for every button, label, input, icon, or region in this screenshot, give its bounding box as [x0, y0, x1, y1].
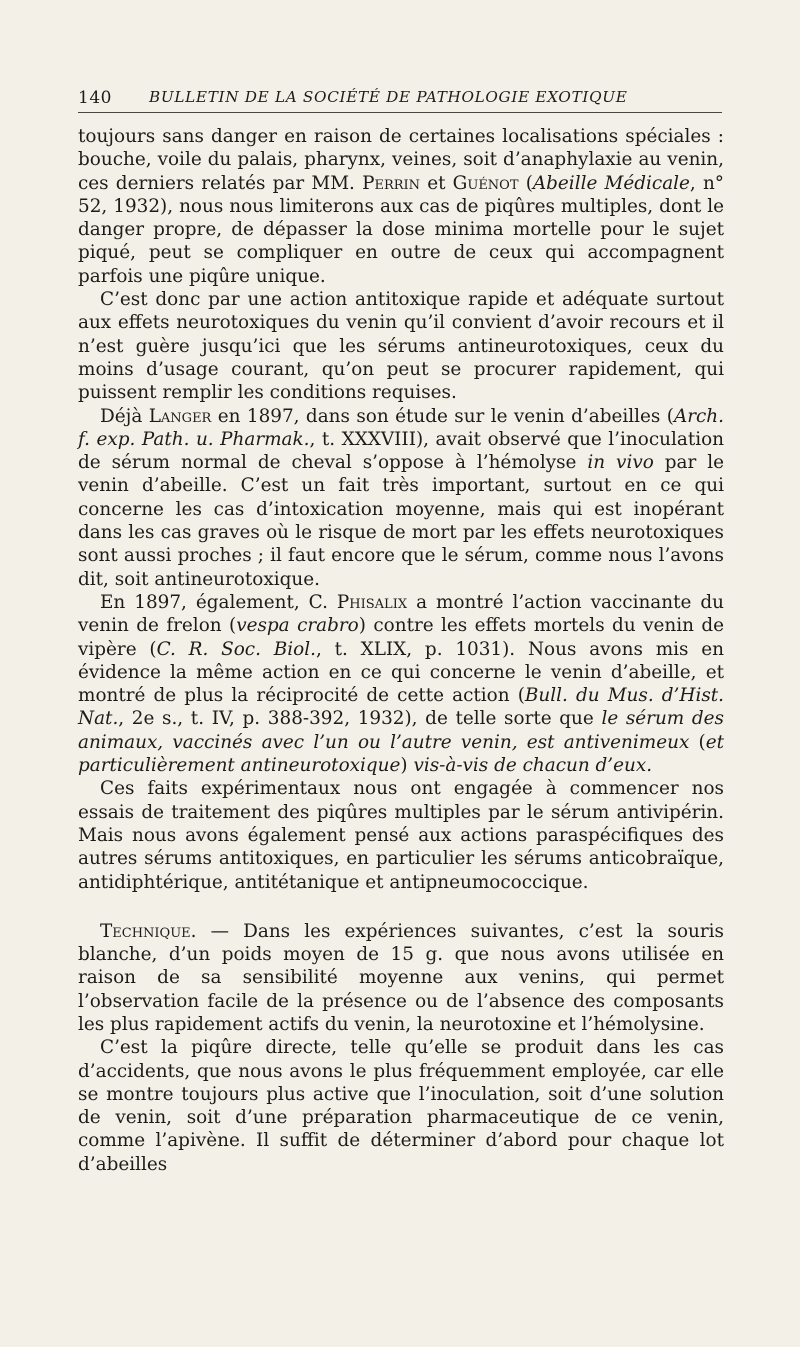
text-run: ) contre les effets mortels du venin de vipère (: [78, 615, 724, 660]
body-text: [78, 125, 724, 1176]
text-run: ): [400, 755, 414, 777]
emphasis-text: et particulièrement antineurotoxique: [78, 731, 724, 777]
text-run: , t. XXXVIII), avait observé que l’inoculation de sérum normal de cheval s’oppose à l’hémolyse: [78, 428, 725, 474]
running-title: BULLETIN DE LA SOCIÉTÉ DE PATHOLOGIE EXOTIQUE: [149, 88, 628, 106]
author-name: Perrin: [362, 172, 421, 194]
text-run: , t. XLIX, p. 1031). Nous avons mis en évidence la même action en ce qui concerne le venin d’abeille, et montré de plus la réciprocité de cette action (: [78, 638, 724, 707]
paragraph-7: C’est la piqûre directe, telle qu’elle se produit dans les cas d’accidents, que nous avons le plus fréquemment employée, car elle se montre toujours plus active que l’inoculation, soit d’une solution de venin, soit d’une préparation pharmaceutique de ce venin, comme l’apivène. Il suffit de déterminer d’abord pour chaque lot d’abeilles: [78, 1037, 724, 1175]
text-run: En 1897, également, C.: [100, 591, 337, 613]
journal-title: Arch. f. exp. Path. u. Pharmak.: [78, 405, 724, 450]
paragraph-4: [78, 591, 724, 777]
latin-term: in vivo: [587, 452, 654, 474]
text-run: — Dans les expériences suivantes, c’est la souris blanche, d’un poids moyen de 15 g. que nous avons utilisée en raison de sa sensibilité moyenne aux venins, qui permet l’observation facile de la présence ou de l’absence des composants les plus rapidement actifs du venin, la neurotoxine et l’hémolysine.: [78, 920, 724, 1035]
journal-title: Abeille Médicale: [532, 172, 690, 194]
text-run: , 2e s., t. IV, p. 388-392, 1932), de telle sorte que: [118, 708, 602, 730]
page-number: 140: [78, 88, 112, 108]
paragraph-5: Ces faits expérimentaux nous ont engagée à commencer nos essais de traitement des piqûres multiples par le sérum antivipérin. Mais nous avons également pensé aux actions paraspécifiques des autres sérums antitoxiques, en particulier les sérums anticobraïque, antidiphtérique, antitétanique et antipneumococcique.: [78, 778, 724, 893]
text-run: , n° 52, 1932), nous nous limiterons aux cas de piqûres multiples, dont le danger propre, de dépasser la dose minima mortelle pour le sujet piqué, peut se compliquer en outre de ceux qui accompagnent parfois une piqûre unique.: [78, 172, 724, 287]
text-run: a montré l’action vaccinante du venin de frelon (: [78, 591, 724, 637]
text-run: toujours sans danger en raison de certaines localisations spéciales : bouche, voile du palais, pharynx, veines, soit d’anaphylaxie au venin, ces derniers relatés par MM.: [78, 126, 724, 194]
page-header: [78, 84, 722, 116]
author-name: Phisalix: [336, 591, 408, 613]
text-run: (: [689, 731, 706, 753]
paragraph-2: C’est donc par une action antitoxique rapide et adéquate surtout aux effets neurotoxiques du venin qu’il convient d’avoir recours et il n’est guère jusqu’ici que les sérums antineurotoxiques, ceux du moins d’usage courant, qu’on peut se procurer rapidement, qui puissent remplir les conditions requises.: [78, 289, 724, 404]
journal-title: C. R. Soc. Biol.: [156, 638, 316, 660]
emphasis-text: vis-à-vis de chacun d’eux.: [413, 755, 653, 777]
text-run: (: [518, 172, 533, 194]
paragraph-1: [78, 125, 724, 288]
author-name: Guénot: [452, 172, 519, 194]
paragraph-3: [78, 405, 724, 591]
author-name: Langer: [148, 405, 212, 427]
header-rule: [78, 112, 722, 113]
emphasis-text: le sérum des animaux, vaccinés avec l’un ou l’autre venin, est antivenimeux: [78, 708, 724, 753]
text-run: Déjà: [100, 405, 149, 427]
species-name: vespa crabro: [236, 615, 359, 637]
text-run: en 1897, dans son étude sur le venin d’abeilles (: [211, 405, 674, 427]
text-run: par le venin d’abeille. C’est un fait très important, surtout en ce qui concerne les cas d’intoxication moyenne, mais qui est inopérant dans les cas graves où le risque de mort par les effets neurotoxiques sont aussi proches ; il faut encore que le sérum, comme nous l’avons dit, soit antineurotoxique.: [78, 452, 724, 590]
text-run: et: [420, 172, 453, 194]
section-heading: Technique.: [100, 920, 197, 942]
journal-title: Bull. du Mus. d’Hist. Nat.: [78, 685, 724, 730]
paragraph-6: [78, 920, 724, 1036]
